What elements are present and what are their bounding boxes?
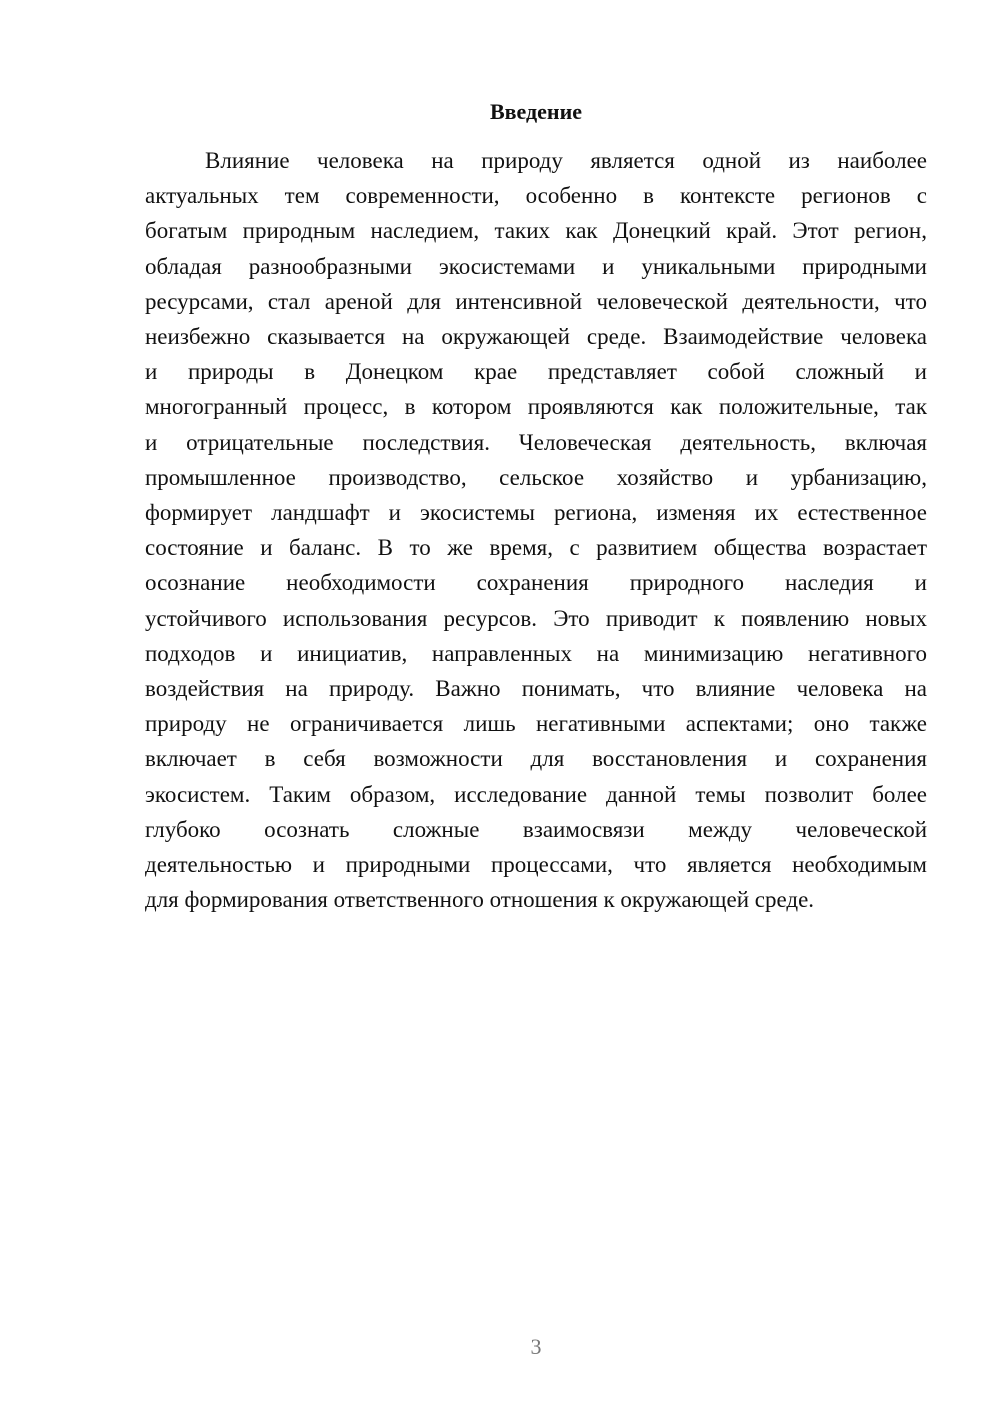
paragraph-line: промышленное производство, сельское хозяйство и урбанизацию, xyxy=(145,464,927,490)
paragraph-line: неизбежно сказывается на окружающей среде. Взаимодействие человека xyxy=(145,324,927,350)
paragraph-line: глубоко осознать сложные взаимосвязи между человеческой xyxy=(145,816,927,842)
paragraph-line: природу не ограничивается лишь негативными аспектами; оно также xyxy=(145,711,927,737)
paragraph-line: осознание необходимости сохранения природного наследия и xyxy=(145,570,927,596)
paragraph-line: деятельностью и природными процессами, что является необходимым xyxy=(145,852,927,878)
paragraph-line: актуальных тем современности, особенно в контексте регионов с xyxy=(145,183,927,209)
paragraph-line: многогранный процесс, в котором проявляются как положительные, так xyxy=(145,394,927,420)
paragraph-line: устойчивого использования ресурсов. Это приводит к появлению новых xyxy=(145,605,927,631)
paragraph-line: Влияние человека на природу является одной из наиболее xyxy=(205,148,927,173)
body-paragraph xyxy=(145,143,927,917)
paragraph-line: и отрицательные последствия. Человеческая деятельность, включая xyxy=(145,429,927,455)
paragraph-line: для формирования ответственного отношения к окружающей среде. xyxy=(145,887,815,913)
section-heading: Введение xyxy=(489,99,583,124)
paragraph-line: включает в себя возможности для восстановления и сохранения xyxy=(145,746,927,772)
paragraph-line: богатым природным наследием, таких как Донецкий край. Этот регион, xyxy=(145,218,927,244)
paragraph-line: ресурсами, стал ареной для интенсивной человеческой деятельности, что xyxy=(145,288,927,314)
paragraph-line: воздействия на природу. Важно понимать, что влияние человека на xyxy=(145,676,927,702)
paragraph-line: и природы в Донецком крае представляет собой сложный и xyxy=(145,359,927,385)
paragraph-line: состояние и баланс. В то же время, с развитием общества возрастает xyxy=(145,535,927,561)
paragraph-line: подходов и инициатив, направленных на минимизацию негативного xyxy=(145,640,927,666)
page-number: 3 xyxy=(530,1334,542,1359)
paragraph-line: экосистем. Таким образом, исследование данной темы позволит более xyxy=(145,781,927,807)
paragraph-line: обладая разнообразными экосистемами и уникальными природными xyxy=(145,253,927,279)
paragraph-line: формирует ландшафт и экосистемы региона, изменяя их естественное xyxy=(145,500,927,526)
